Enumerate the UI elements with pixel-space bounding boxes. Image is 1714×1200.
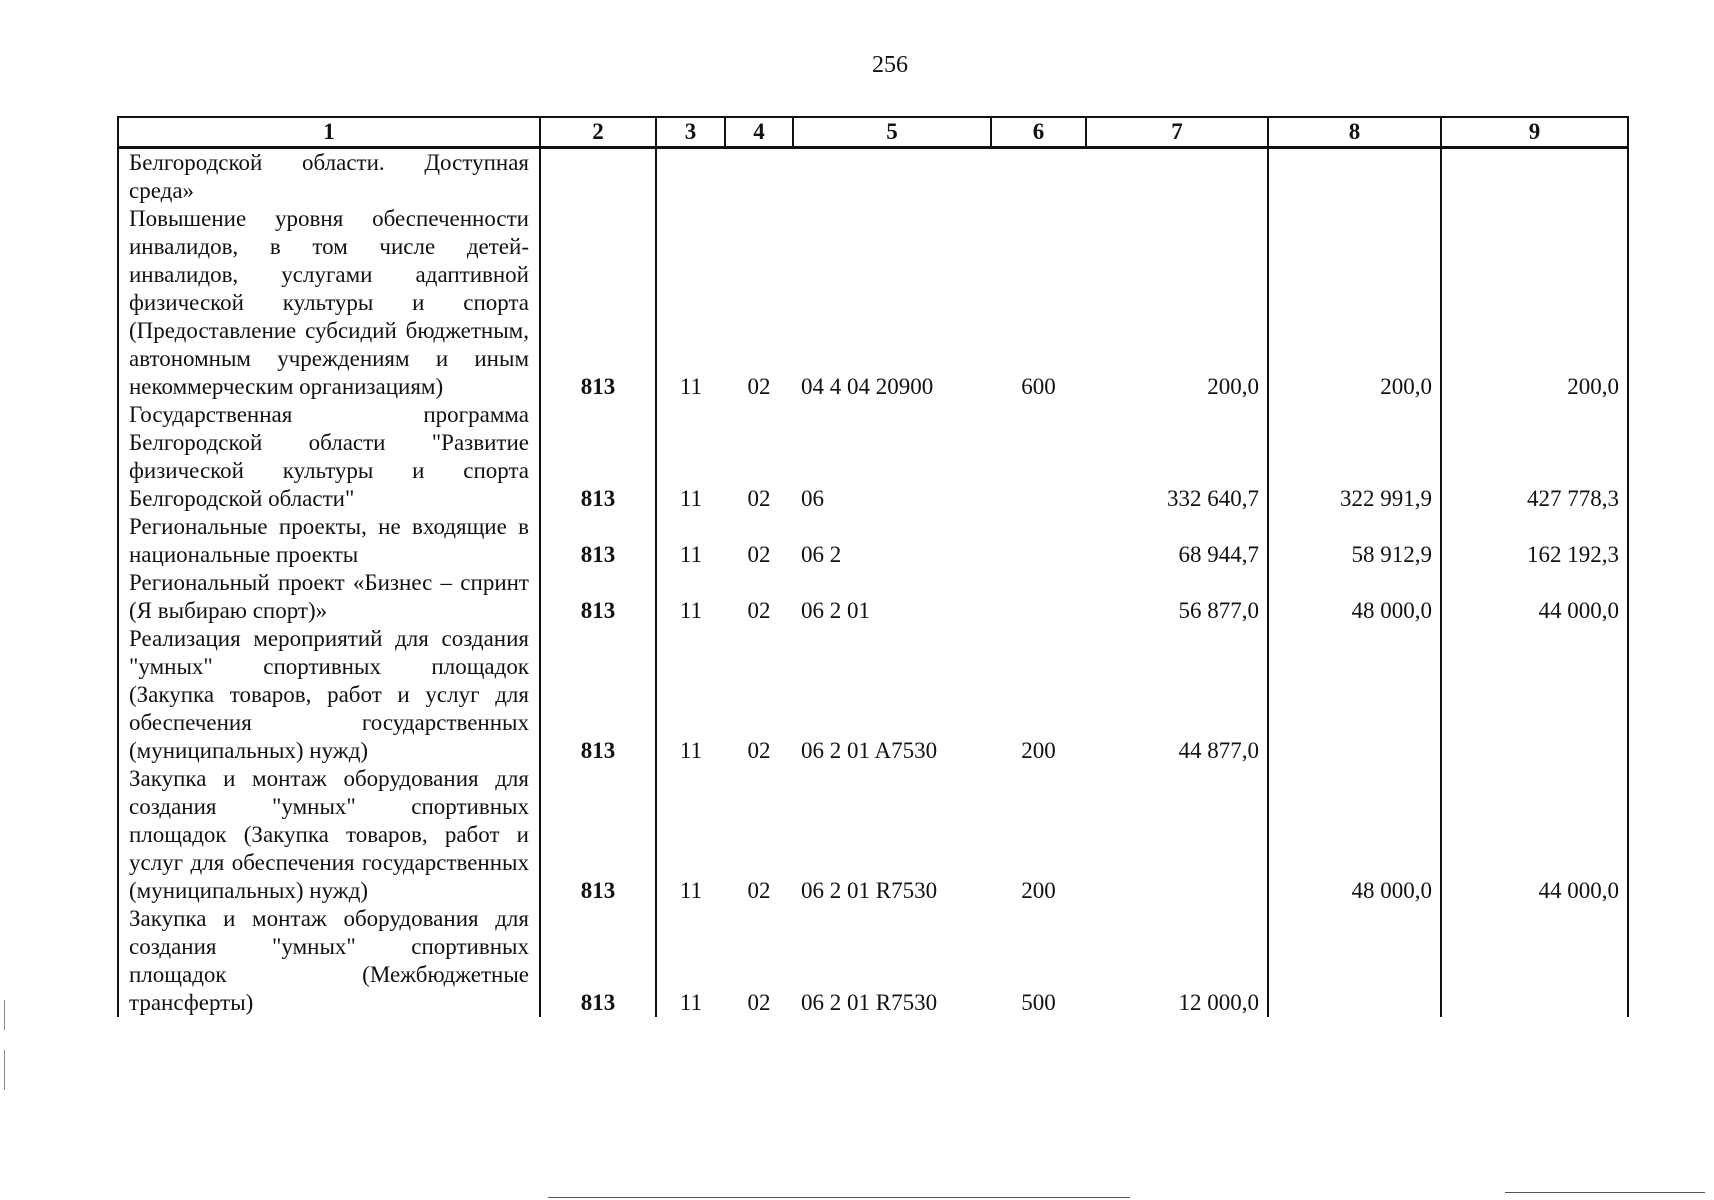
table-row xyxy=(118,513,1628,569)
cell-col7: 200,0 xyxy=(1086,205,1268,401)
cell-col8 xyxy=(1268,625,1441,765)
cell-col2: 813 xyxy=(540,905,656,1017)
cell-col3: 11 xyxy=(679,542,703,567)
row-description: Региональные проекты, не входящие в национальные проекты xyxy=(118,513,540,569)
cell-col3: 11 xyxy=(679,990,703,1015)
col-header-9: 9 xyxy=(1441,117,1628,148)
cell-col3: 11 xyxy=(679,878,703,903)
col-header-5: 5 xyxy=(793,117,991,148)
cell-col3: 11 xyxy=(679,598,703,623)
cell-col8: 322 991,9 xyxy=(1268,401,1441,513)
table-row xyxy=(118,625,1628,765)
cell-col5: 06 2 xyxy=(801,542,842,567)
cell-col5: 06 2 01 R7530 xyxy=(801,990,938,1015)
col-header-6: 6 xyxy=(991,117,1086,148)
cell-col7: 68 944,7 xyxy=(1086,513,1268,569)
cell-col3: 11 xyxy=(679,486,703,511)
cell-col2 xyxy=(540,148,656,206)
cell-col5: 06 2 01 xyxy=(801,598,870,623)
cell-col2: 813 xyxy=(540,205,656,401)
cell-col3 xyxy=(656,148,725,206)
table-row xyxy=(118,401,1628,513)
row-description: Региональный проект «Бизнес – спринт (Я выбираю спорт)» xyxy=(118,569,540,625)
cell-col5: 06 2 01 A7530 xyxy=(801,738,938,763)
cell-col5 xyxy=(793,148,991,206)
col-header-4: 4 xyxy=(725,117,793,148)
cell-col7: 12 000,0 xyxy=(1086,905,1268,1017)
cell-col6: 200 xyxy=(1021,878,1056,903)
budget-table xyxy=(117,116,1629,1017)
cell-col4: 02 xyxy=(747,598,771,623)
col-header-1: 1 xyxy=(118,117,540,148)
col-header-2: 2 xyxy=(540,117,656,148)
table-row xyxy=(118,148,1628,206)
cell-col9: 162 192,3 xyxy=(1441,513,1628,569)
row-description: Повышение уровня обеспеченности инвалидов, в том числе детей-инвалидов, услугами адаптивной физической культуры и спорта (Предоставление субсидий бюджетным, автономным учреждениям и иным некоммерческим организациям) xyxy=(118,205,540,401)
cell-col8 xyxy=(1268,148,1441,206)
table-row xyxy=(118,569,1628,625)
row-description: Государственная программа Белгородской области "Развитие физической культуры и спорта Белгородской области" xyxy=(118,401,540,513)
scan-margin-mark xyxy=(4,1050,5,1090)
cell-col4: 02 xyxy=(747,878,771,903)
cell-col2: 813 xyxy=(540,401,656,513)
cell-col2: 813 xyxy=(540,625,656,765)
cell-col7: 44 877,0 xyxy=(1086,625,1268,765)
cell-col4: 02 xyxy=(747,738,771,763)
cell-col8: 58 912,9 xyxy=(1268,513,1441,569)
cell-col8: 200,0 xyxy=(1268,205,1441,401)
cell-col8: 48 000,0 xyxy=(1268,765,1441,905)
cell-col9: 200,0 xyxy=(1441,205,1628,401)
cell-col7 xyxy=(1086,148,1268,206)
cell-col4: 02 xyxy=(747,486,771,511)
scan-bottom-line xyxy=(548,1197,1130,1198)
cell-col2: 813 xyxy=(540,765,656,905)
cell-col6: 500 xyxy=(1021,990,1056,1015)
cell-col2: 813 xyxy=(540,569,656,625)
col-header-3: 3 xyxy=(656,117,725,148)
header-row xyxy=(118,117,1628,148)
table-row xyxy=(118,905,1628,1017)
cell-col9: 427 778,3 xyxy=(1441,401,1628,513)
page-number: 256 xyxy=(872,52,908,78)
cell-col3: 11 xyxy=(679,374,703,399)
cell-col9 xyxy=(1441,148,1628,206)
cell-col3: 11 xyxy=(679,738,703,763)
cell-col6: 600 xyxy=(1021,374,1056,399)
row-description: Реализация мероприятий для создания "умных" спортивных площадок (Закупка товаров, работ и услуг для обеспечения государственных (муниципальных) нужд) xyxy=(118,625,540,765)
scan-margin-mark xyxy=(4,1000,5,1030)
cell-col6 xyxy=(991,513,1086,569)
col-header-8: 8 xyxy=(1268,117,1441,148)
row-description: Белгородской области. Доступная среда» xyxy=(118,148,540,206)
cell-col9: 44 000,0 xyxy=(1441,569,1628,625)
cell-col4 xyxy=(725,148,793,206)
cell-col4: 02 xyxy=(747,990,771,1015)
cell-col6: 200 xyxy=(1021,738,1056,763)
cell-col6 xyxy=(991,569,1086,625)
cell-col7 xyxy=(1086,765,1268,905)
row-description: Закупка и монтаж оборудования для создания "умных" спортивных площадок (Закупка товаров, работ и услуг для обеспечения государственных (муниципальных) нужд) xyxy=(118,765,540,905)
cell-col5: 04 4 04 20900 xyxy=(801,374,934,399)
col-header-7: 7 xyxy=(1086,117,1268,148)
cell-col6 xyxy=(991,401,1086,513)
cell-col5: 06 xyxy=(801,486,824,511)
cell-col7: 332 640,7 xyxy=(1086,401,1268,513)
cell-col6 xyxy=(991,148,1086,206)
cell-col5: 06 2 01 R7530 xyxy=(801,878,938,903)
cell-col4: 02 xyxy=(747,542,771,567)
table-row xyxy=(118,205,1628,401)
table-row xyxy=(118,765,1628,905)
scan-bottom-line xyxy=(1505,1192,1705,1193)
cell-col8: 48 000,0 xyxy=(1268,569,1441,625)
row-description: Закупка и монтаж оборудования для создания "умных" спортивных площадок (Межбюджетные трансферты) xyxy=(118,905,540,1017)
cell-col9 xyxy=(1441,625,1628,765)
cell-col8 xyxy=(1268,905,1441,1017)
cell-col9: 44 000,0 xyxy=(1441,765,1628,905)
cell-col2: 813 xyxy=(540,513,656,569)
cell-col7: 56 877,0 xyxy=(1086,569,1268,625)
cell-col4: 02 xyxy=(747,374,771,399)
cell-col9 xyxy=(1441,905,1628,1017)
